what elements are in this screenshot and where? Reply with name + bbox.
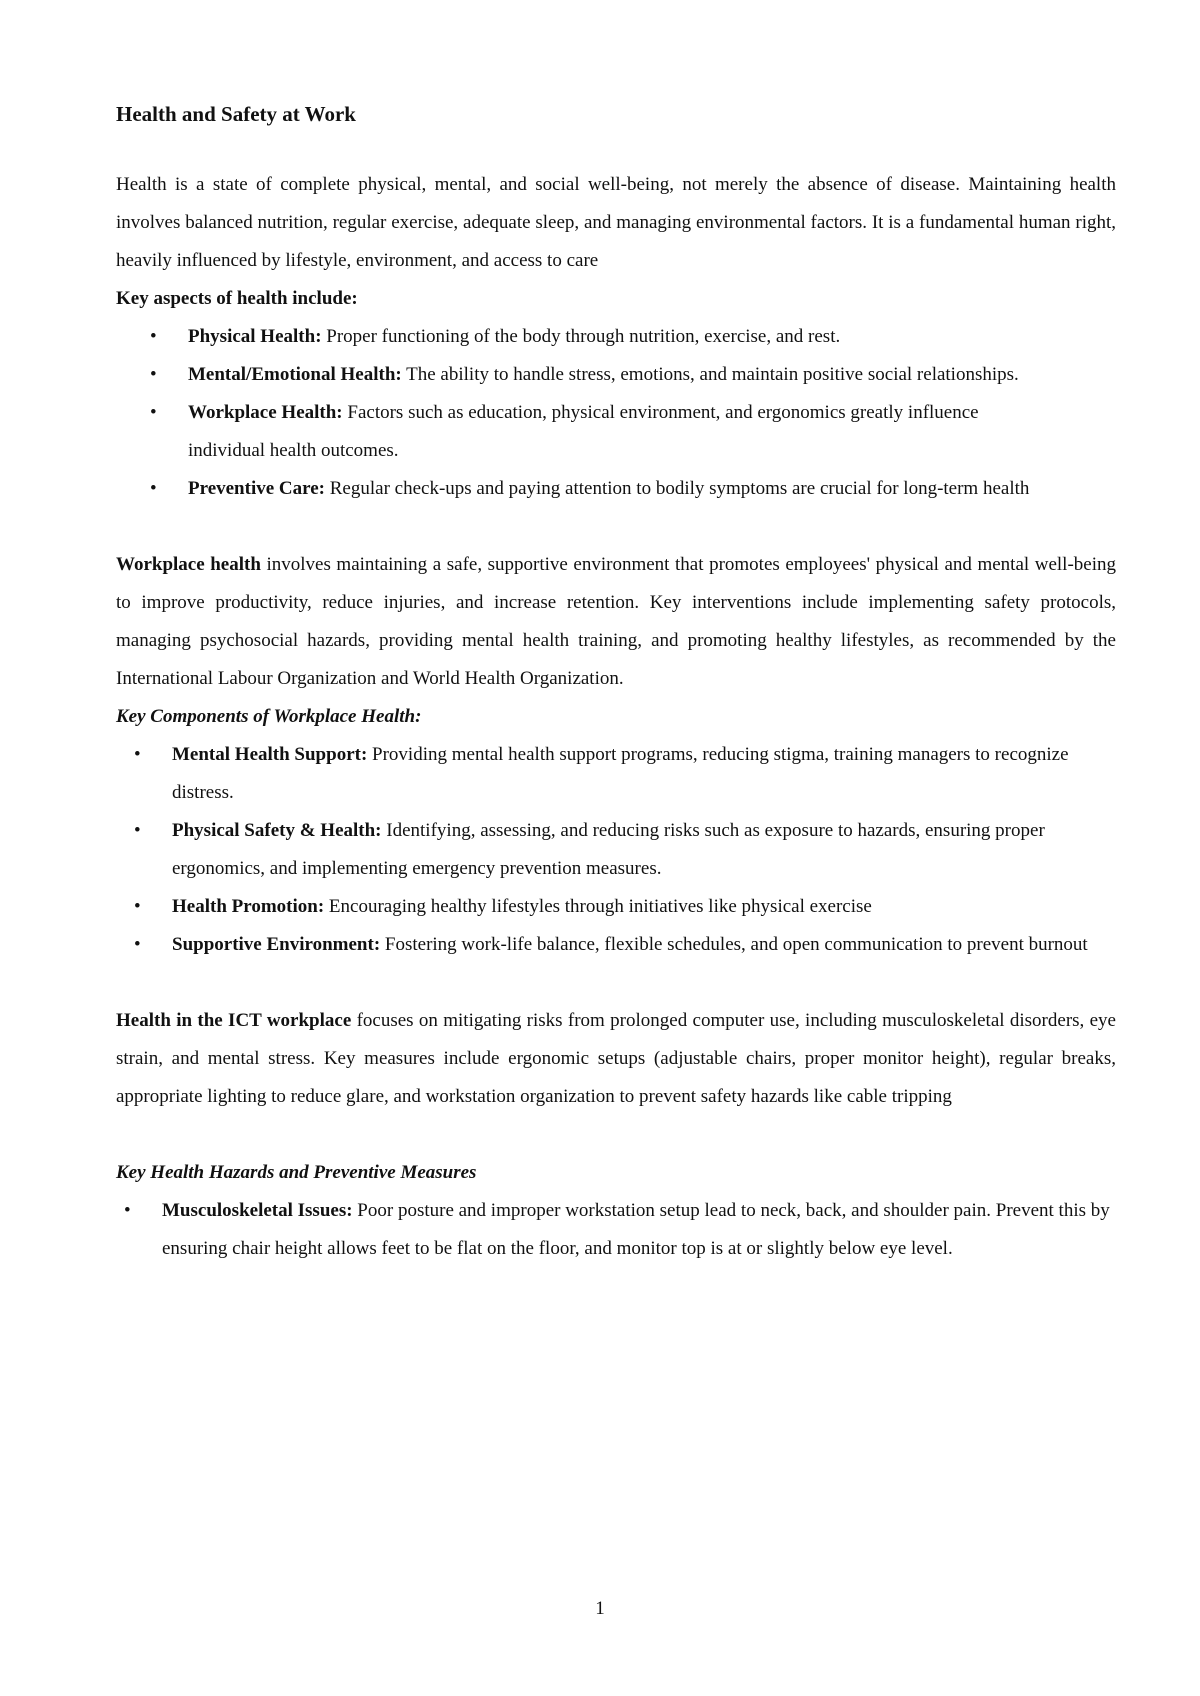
workplace-text: involves maintaining a safe, supportive environment that promotes employees' physical and mental well-being to improve productivity, reduce injuries, and increase retention. Key interventions include implementing safety protocols, managing psychosocial hazards, providing mental health training, and promoting healthy lifestyles, as recommended by the International Labour Organization and World Health Organization. (116, 554, 1116, 689)
workplace-paragraph (116, 546, 1116, 698)
list-item-text: Poor posture and improper workstation setup lead to neck, back, and shoulder pain. Prevent this by ensuring chair height allows feet to be flat on the floor, and monitor top is at or slightly below eye level. (162, 1200, 1110, 1259)
list-item-term: Preventive Care: (188, 478, 325, 499)
list-item (116, 736, 1116, 812)
list-item-term: Workplace Health: (188, 402, 343, 423)
list-item (116, 926, 1116, 964)
list-item-text: Proper functioning of the body through nutrition, exercise, and rest. (321, 326, 841, 347)
ict-lead: Health in the ICT workplace (116, 1010, 352, 1031)
document-title: Health and Safety at Work (116, 102, 356, 126)
list-item-term: Mental/Emotional Health: (188, 364, 402, 385)
list-item-text: Identifying, assessing, and reducing risks such as exposure to hazards, ensuring proper ergonomics, and implementing emergency prevention measures. (172, 820, 1045, 879)
list-item-text: Fostering work-life balance, flexible schedules, and open communication to prevent burnout (380, 934, 1088, 955)
bullet-icon: • (150, 364, 157, 385)
bullet-icon: • (134, 820, 141, 841)
components-heading: Key Components of Workplace Health: (116, 706, 422, 727)
list-item-text: Factors such as education, physical environment, and ergonomics greatly influence individual health outcomes. (188, 402, 979, 461)
list-item (116, 318, 1116, 356)
components-list (116, 736, 1116, 964)
hazards-list (116, 1192, 1116, 1268)
list-item-term: Supportive Environment: (172, 934, 381, 955)
aspects-list (116, 318, 1116, 508)
ict-text: focuses on mitigating risks from prolonged computer use, including musculoskeletal disorders, eye strain, and mental stress. Key measures include ergonomic setups (adjustable chairs, proper monitor height), regular breaks, appropriate lighting to reduce glare, and workstation organization to prevent safety hazards like cable tripping (116, 1010, 1116, 1107)
list-item-term: Physical Health: (188, 326, 322, 347)
list-item-text: The ability to handle stress, emotions, and maintain positive social relationships. (401, 364, 1019, 385)
list-item (116, 356, 1116, 394)
list-item (116, 1192, 1116, 1268)
list-item-term: Musculoskeletal Issues: (162, 1200, 353, 1221)
bullet-icon: • (134, 896, 141, 917)
list-item-term: Mental Health Support: (172, 744, 368, 765)
list-item (116, 888, 1116, 926)
workplace-lead: Workplace health (116, 554, 261, 575)
list-item (116, 394, 1116, 470)
ict-paragraph (116, 1002, 1116, 1116)
bullet-icon: • (150, 402, 157, 423)
bullet-icon: • (134, 934, 141, 955)
page-number: 1 (595, 1598, 605, 1619)
list-item-term: Health Promotion: (172, 896, 325, 917)
intro-paragraph: Health is a state of complete physical, mental, and social well-being, not merely the absence of disease. Maintaining health involves balanced nutrition, regular exercise, adequate sleep, and managing environmental factors. It is a fundamental human right, heavily influenced by lifestyle, environment, and access to care (116, 174, 1116, 271)
aspects-heading: Key aspects of health include: (116, 288, 358, 309)
bullet-icon: • (150, 478, 157, 499)
list-item-text: Regular check-ups and paying attention to bodily symptoms are crucial for long-term health (325, 478, 1030, 499)
bullet-icon: • (150, 326, 157, 347)
list-item (116, 470, 1116, 508)
bullet-icon: • (124, 1200, 131, 1221)
list-item-text: Providing mental health support programs, reducing stigma, training managers to recognize distress. (172, 744, 1069, 803)
list-item (116, 812, 1116, 888)
list-item-term: Physical Safety & Health: (172, 820, 382, 841)
hazards-heading: Key Health Hazards and Preventive Measures (116, 1162, 477, 1183)
bullet-icon: • (134, 744, 141, 765)
list-item-text: Encouraging healthy lifestyles through initiatives like physical exercise (324, 896, 872, 917)
